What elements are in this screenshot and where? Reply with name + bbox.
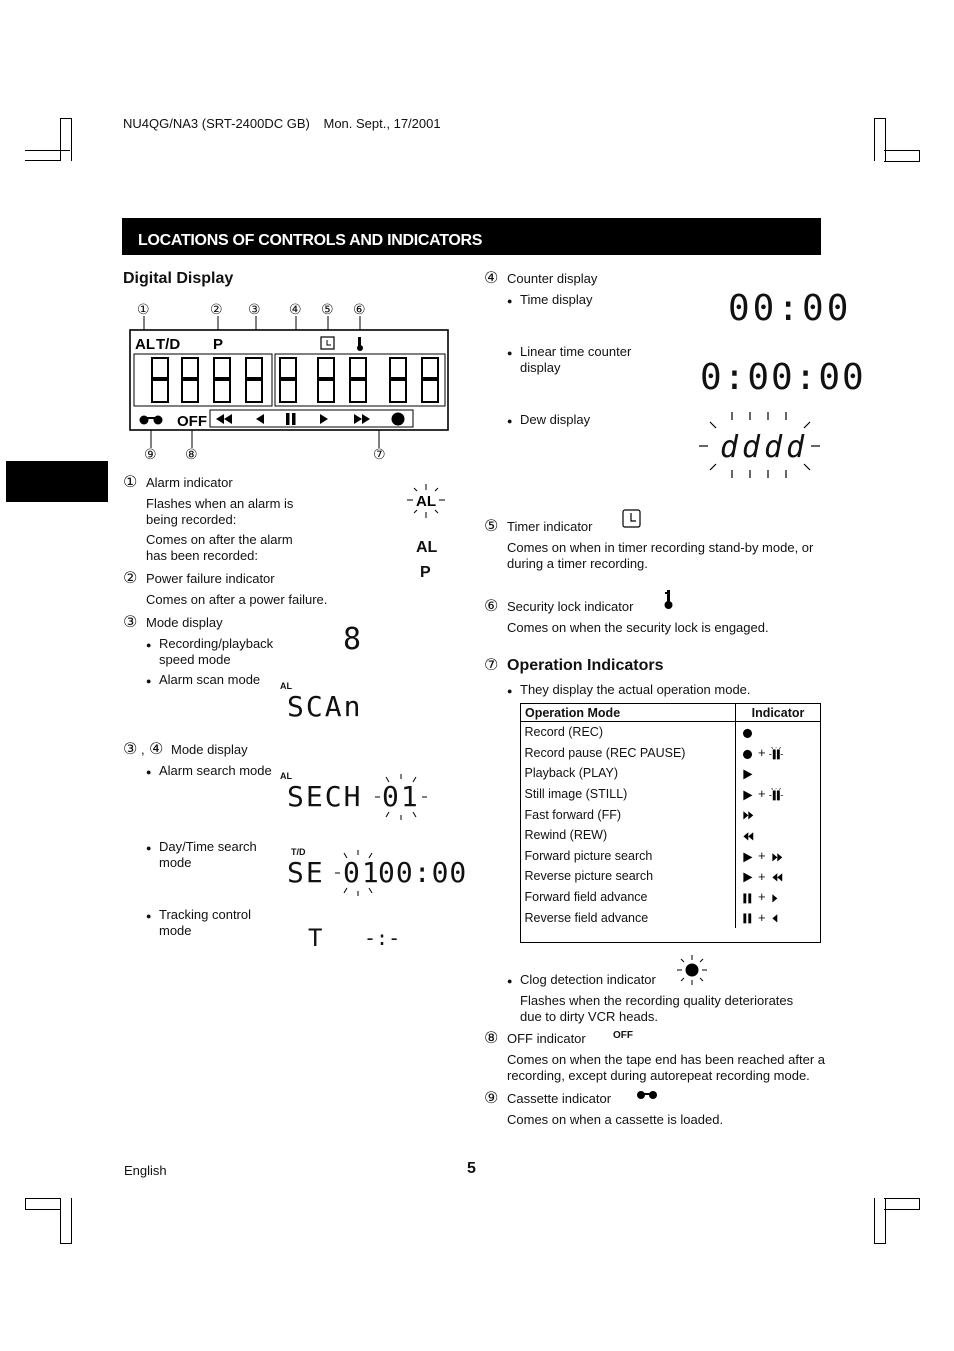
speed-segment: 8 <box>343 622 362 657</box>
item1-on: Comes on after the alarm has been recorded: <box>146 532 293 563</box>
operation-mode-cell: Rewind (REW) <box>524 828 608 843</box>
flash-rays-icon <box>374 772 428 822</box>
callout-1: ① <box>137 302 150 318</box>
item4-num: ④ <box>484 268 499 287</box>
item4-title: Counter display <box>507 271 598 286</box>
callout-2: ② <box>210 302 223 318</box>
clog-flash-icon <box>676 954 708 986</box>
callout-7: ⑦ <box>373 447 386 463</box>
sech-segment-2: 01 <box>382 780 420 813</box>
indicator-cell <box>736 804 821 825</box>
still-fpause-icon <box>769 788 784 802</box>
section-banner <box>122 218 821 255</box>
timer-icon <box>622 509 642 529</box>
lcd-al: AL <box>135 336 155 353</box>
operation-mode-cell: Playback (PLAY) <box>524 766 619 781</box>
operation-mode-cell: Reverse picture search <box>524 869 654 884</box>
doc-date: Mon. Sept., 17/2001 <box>323 116 441 131</box>
callout-8: ⑧ <box>185 447 198 463</box>
indicator-cell <box>736 825 821 846</box>
indicator-cell <box>736 743 821 764</box>
sech-al-label: AL <box>280 771 292 781</box>
tracking-segment: T <box>308 924 323 952</box>
svg-text:AL: AL <box>416 493 436 510</box>
item34-num-a: ③ <box>123 739 138 758</box>
flashing-al-icon <box>405 482 447 520</box>
rec-pause-fpause-icon <box>769 747 784 761</box>
operation-mode-cell: Record (REC) <box>524 725 603 740</box>
item1-flash: Flashes when an alarm is being recorded: <box>146 496 294 527</box>
item4-bullet1: ● Time display <box>520 292 592 308</box>
callout-6: ⑥ <box>353 302 366 318</box>
item8-title: OFF indicator <box>507 1031 586 1046</box>
item9-num: ⑨ <box>484 1088 499 1107</box>
item34-bullet2: ● Day/Time search mode <box>159 839 269 871</box>
callout-5: ⑤ <box>321 302 334 318</box>
sech-segment: SECH <box>287 780 363 813</box>
crop-mark <box>884 150 920 162</box>
crop-mark <box>874 1198 886 1244</box>
lcd-illustration <box>128 316 452 451</box>
linear-counter-segment: 0:00:00 <box>700 357 866 398</box>
al-icon: AL <box>416 539 438 556</box>
play-rew-rew-icon <box>769 870 784 884</box>
still-play-icon <box>740 788 755 802</box>
rec-pause-rec-icon <box>740 747 755 761</box>
table-header-row <box>521 704 821 722</box>
crop-mark <box>25 160 60 161</box>
operation-mode-cell: Record pause (REC PAUSE) <box>524 745 686 760</box>
se-segment-2: 01 <box>343 856 381 889</box>
plus-sign: + <box>758 786 766 802</box>
indicator-cell <box>736 846 821 867</box>
indicator-cell <box>736 763 821 784</box>
item3-bullet1: ● Recording/playback speed mode <box>159 636 299 668</box>
se-segment-3: 00:00 <box>378 856 468 889</box>
dew-flash-rays-icon <box>698 410 822 482</box>
ff-ff-icon <box>740 808 755 822</box>
dew-segment: dddd <box>720 430 809 465</box>
td-label: T/D <box>291 847 306 857</box>
callout-9: ⑨ <box>144 447 157 463</box>
pause-rev-rev-icon <box>769 911 784 925</box>
operation-mode-cell: Still image (STILL) <box>524 787 628 802</box>
rec-rec-icon <box>740 726 755 740</box>
item1-num: ① <box>123 472 138 491</box>
table-header-mode: Operation Mode <box>521 704 736 722</box>
play-rew-play-icon <box>740 870 755 884</box>
plus-sign: + <box>758 889 766 905</box>
table-row <box>521 784 821 805</box>
item4-bullet2: ● Linear time counter display <box>520 344 650 376</box>
item3-bullet2: ● Alarm scan mode <box>159 672 260 688</box>
doc-id <box>123 116 441 132</box>
item5-num: ⑤ <box>484 516 499 535</box>
flash-rays-icon <box>334 849 382 897</box>
plus-sign: + <box>758 745 766 761</box>
item34-sep: , <box>141 742 145 757</box>
scan-segment: SCAn <box>287 690 363 723</box>
table-row <box>521 804 821 825</box>
operation-mode-cell: Forward picture search <box>524 848 653 863</box>
rew-rew-icon <box>740 829 755 843</box>
digital-display-title: Digital Display <box>123 270 234 287</box>
plus-sign: + <box>758 848 766 863</box>
item7-num: ⑦ <box>484 655 499 674</box>
table-header-indicator: Indicator <box>736 704 821 722</box>
page-number: 5 <box>467 1160 476 1177</box>
pause-fwd-fwd-icon <box>769 891 784 905</box>
item34-bullet1: ● Alarm search mode <box>159 763 272 779</box>
table-row <box>521 907 821 928</box>
table-row <box>521 743 821 764</box>
item3-num: ③ <box>123 612 138 631</box>
item9-title: Cassette indicator <box>507 1091 612 1106</box>
lcd-p: P <box>213 336 224 353</box>
play-ff-ff-icon <box>769 850 784 864</box>
scan-al-label: AL <box>280 681 292 691</box>
operation-mode-cell: Reverse field advance <box>524 910 649 925</box>
banner-title: LOCATIONS OF CONTROLS AND INDICATORS <box>138 232 483 249</box>
indicator-cell <box>736 866 821 887</box>
item4-bullet3: ● Dew display <box>520 412 590 428</box>
item6-num: ⑥ <box>484 596 499 615</box>
item7-bullet: ● They display the actual operation mode. <box>520 682 751 698</box>
table-row <box>521 825 821 846</box>
item7-title: Operation Indicators <box>507 657 664 674</box>
table-row <box>521 763 821 784</box>
indicator-cell <box>736 784 821 805</box>
play-play-icon <box>740 767 755 781</box>
off-icon: OFF <box>613 1030 633 1041</box>
item5-title: Timer indicator <box>507 519 593 534</box>
pause-rev-pause-icon <box>740 911 755 925</box>
operation-table <box>520 703 821 928</box>
clog-desc: Flashes when the recording quality deteriorates due to dirty VCR heads. <box>520 993 794 1024</box>
item2-desc: Comes on after a power failure. <box>146 592 328 607</box>
cassette-icon <box>636 1090 658 1100</box>
crop-mark <box>884 1198 920 1210</box>
item34-title: Mode display <box>171 742 248 757</box>
lcd-off: OFF <box>177 413 207 430</box>
side-tab <box>6 461 108 502</box>
indicator-cell <box>736 887 821 908</box>
item2-title: Power failure indicator <box>146 571 275 586</box>
crop-mark <box>60 1198 72 1244</box>
item1-title: Alarm indicator <box>146 475 233 490</box>
pause-fwd-pause-icon <box>740 891 755 905</box>
p-icon: P <box>420 564 431 581</box>
crop-mark <box>874 118 886 161</box>
callout-3: ③ <box>248 302 261 318</box>
crop-mark <box>25 1198 61 1210</box>
item34-bullet3: ● Tracking control mode <box>159 907 269 939</box>
operation-mode-cell: Fast forward (FF) <box>524 807 622 822</box>
indicator-cell <box>736 722 821 743</box>
footer-language: English <box>124 1163 167 1178</box>
item2-num: ② <box>123 568 138 587</box>
table-row <box>521 866 821 887</box>
play-ff-play-icon <box>740 850 755 864</box>
operation-mode-cell: Forward field advance <box>524 890 648 905</box>
item9-desc: Comes on when a cassette is loaded. <box>507 1112 724 1127</box>
item34-num-b: ④ <box>149 739 164 758</box>
time-display-segment: 00:00 <box>728 288 852 329</box>
table-row <box>521 722 821 743</box>
se-segment: SE <box>287 856 325 889</box>
item8-desc: Comes on when the tape end has been reached after a recording, except during autorepeat recording mode. <box>507 1052 825 1083</box>
table-row <box>521 887 821 908</box>
item8-num: ⑧ <box>484 1028 499 1047</box>
item5-desc: Comes on when in timer recording stand-by mode, or during a timer recording. <box>507 540 814 571</box>
crop-mark <box>60 118 72 161</box>
security-lock-icon <box>663 589 675 611</box>
item6-desc: Comes on when the security lock is engaged. <box>507 620 769 635</box>
clog-title: ● Clog detection indicator <box>520 972 656 988</box>
plus-sign: + <box>758 868 766 884</box>
lcd-td: T/D <box>156 336 181 353</box>
doc-id-text: NU4QG/NA3 (SRT-2400DC GB) <box>123 116 310 131</box>
table-row <box>521 846 821 867</box>
plus-sign: + <box>758 909 766 925</box>
callout-4: ④ <box>289 302 302 318</box>
item3-title: Mode display <box>146 615 223 630</box>
indicator-cell <box>736 907 821 928</box>
item6-title: Security lock indicator <box>507 599 634 614</box>
tracking-segment-2: -:- <box>364 926 401 950</box>
